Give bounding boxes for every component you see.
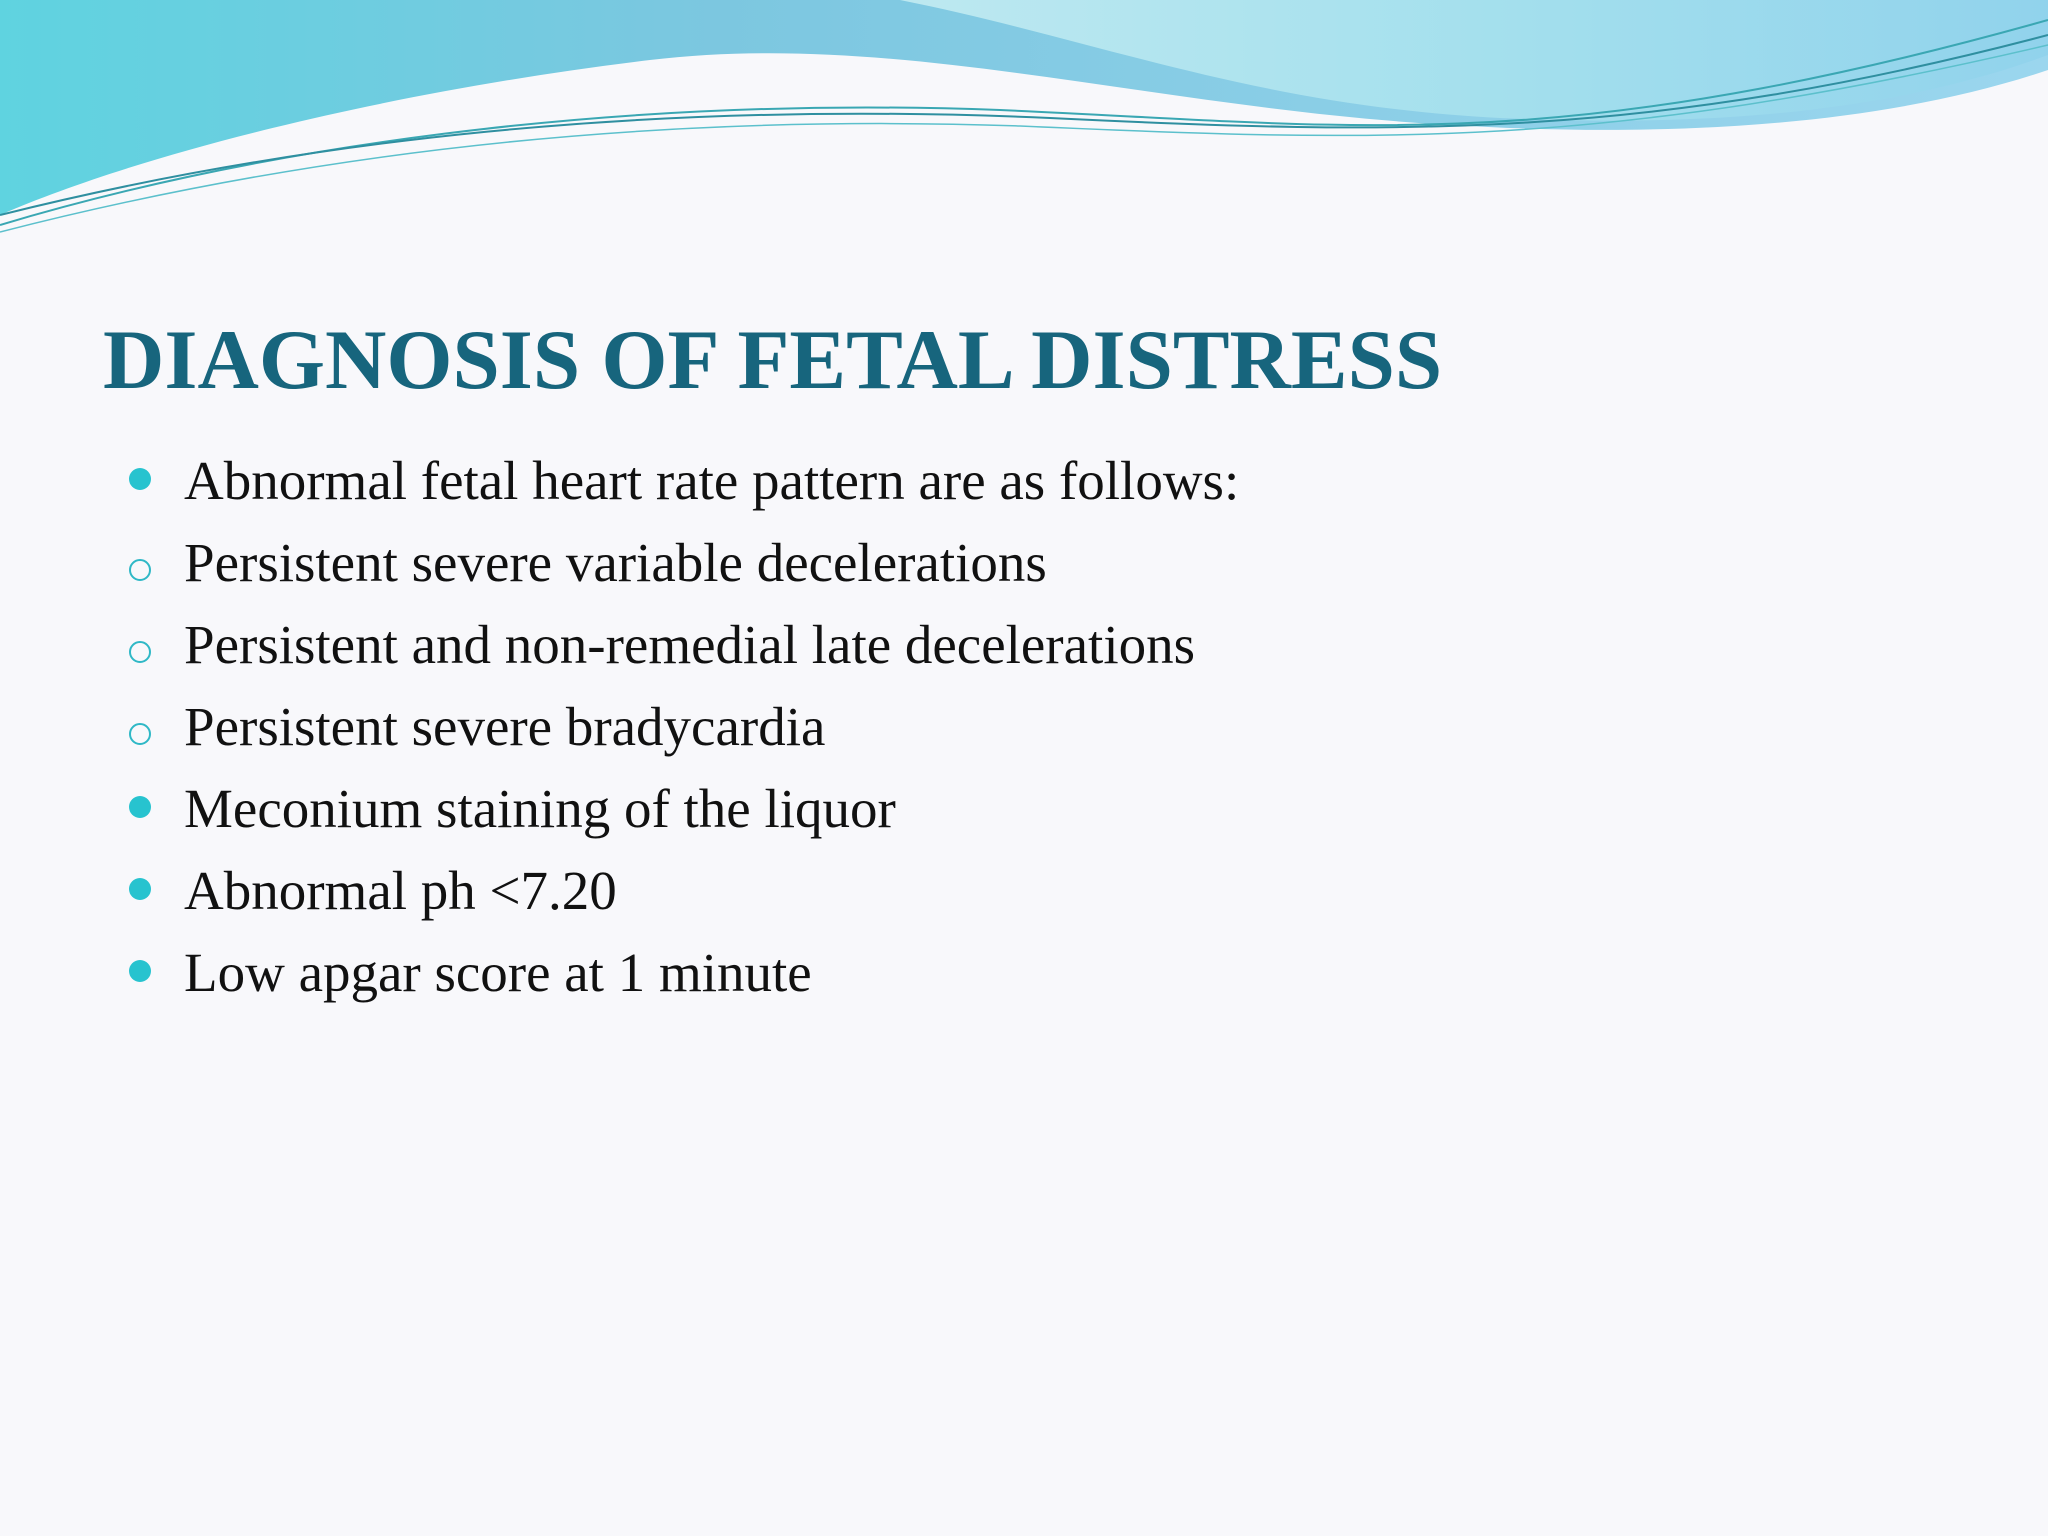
filled-dot-bullet-icon [120, 850, 160, 932]
list-item-text: Persistent and non-remedial late decelerations [184, 614, 1196, 675]
list-item-text: Abnormal ph <7.20 [184, 860, 617, 921]
hollow-circle-bullet-icon [120, 604, 160, 686]
list-item-text: Meconium staining of the liquor [184, 778, 896, 839]
list-item-text: Persistent severe variable decelerations [184, 532, 1047, 593]
list-item-text: Abnormal fetal heart rate pattern are as follows: [184, 450, 1240, 511]
list-item-text: Low apgar score at 1 minute [184, 942, 812, 1003]
filled-dot-bullet-icon [120, 440, 160, 522]
filled-dot-bullet-icon [120, 932, 160, 1014]
hollow-circle-bullet-icon [120, 686, 160, 768]
list-item-text: Persistent severe bradycardia [184, 696, 826, 757]
header-wave-decoration [0, 0, 2048, 240]
filled-dot-bullet-icon [120, 768, 160, 850]
hollow-circle-bullet-icon [120, 522, 160, 604]
slide-title: DIAGNOSIS OF FETAL DISTRESS [103, 313, 1443, 407]
